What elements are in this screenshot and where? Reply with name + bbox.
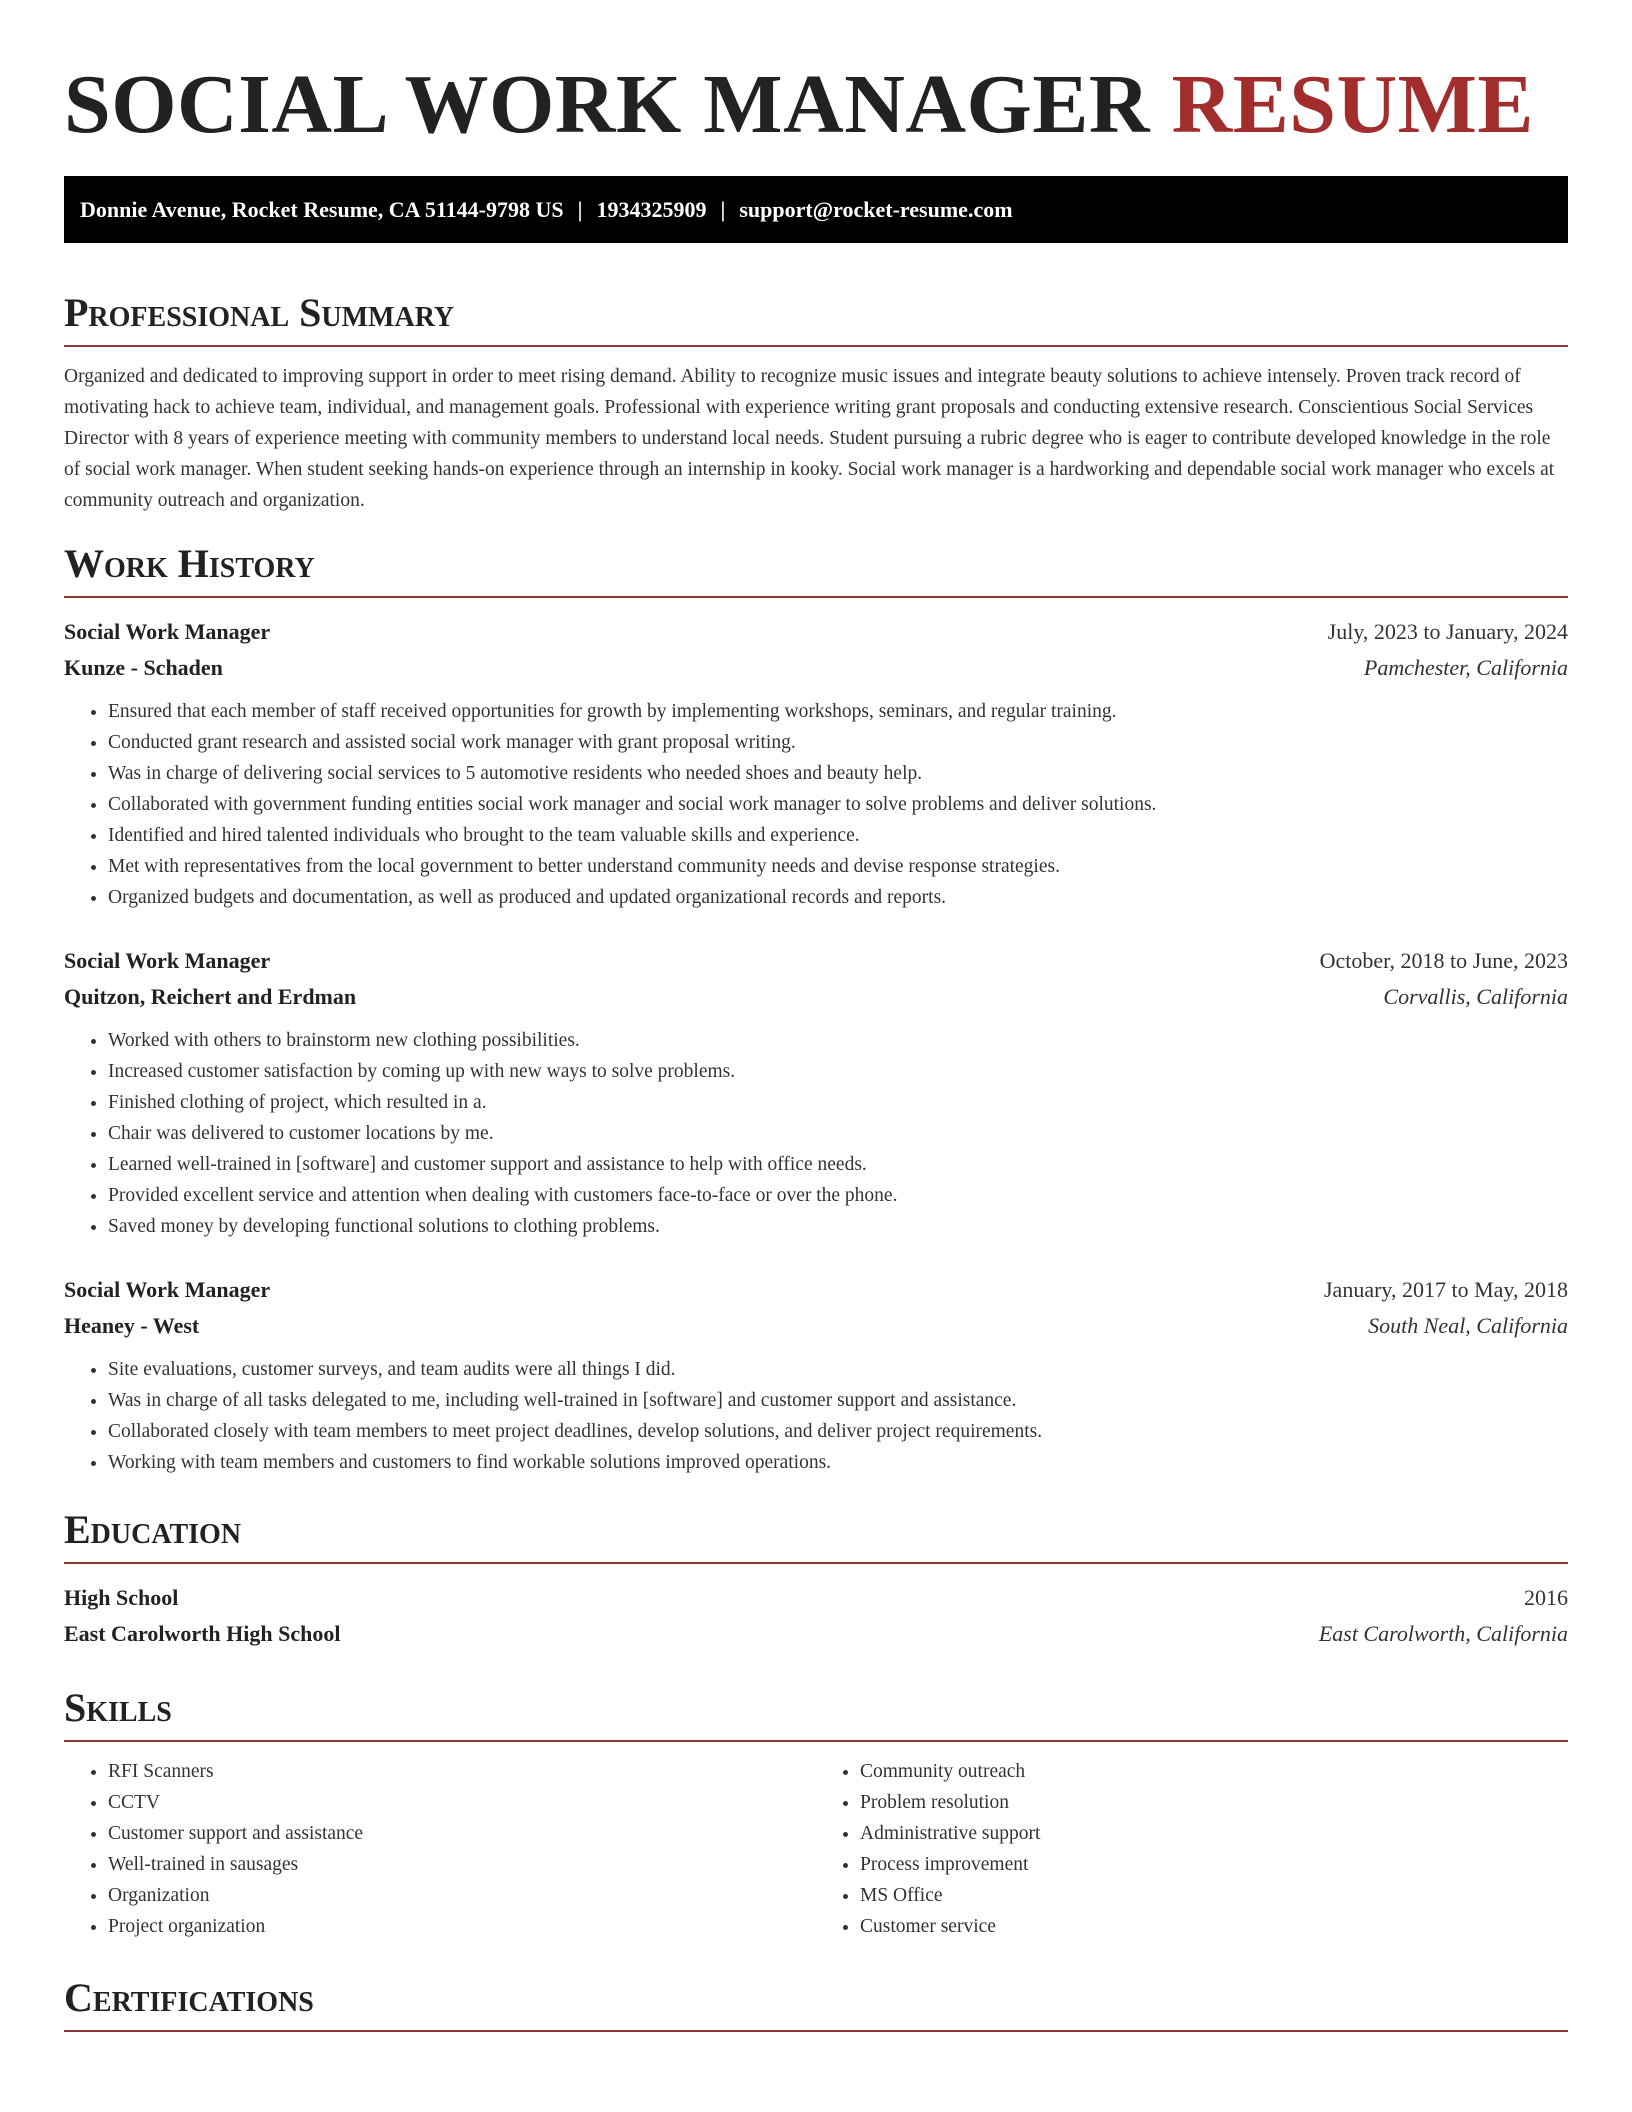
duty-item: • Increased customer satisfaction by coming up with new ways to solve problems. — [108, 1056, 1568, 1087]
job-header — [64, 614, 1568, 650]
skills-column-left — [64, 1756, 816, 1942]
skill-item: • MS Office — [860, 1880, 1568, 1911]
duty-item: • Worked with others to brainstorm new clothing possibilities. — [108, 1025, 1568, 1056]
duty-item: • Collaborated closely with team members to meet project deadlines, develop solutions, and deliver project requirements. — [108, 1416, 1568, 1447]
job-dates: January, 2017 to May, 2018 — [1324, 1277, 1568, 1302]
contact-separator: | — [577, 197, 583, 222]
contact-separator: | — [720, 197, 726, 222]
skill-item: • Customer service — [860, 1911, 1568, 1942]
job-company: Quitzon, Reichert and Erdman — [64, 984, 357, 1009]
duty-item: • Saved money by developing functional solutions to clothing problems. — [108, 1211, 1568, 1242]
work-history-heading: Work History — [64, 538, 1568, 598]
contact-email: support@rocket-resume.com — [739, 197, 1013, 222]
duty-item: • Ensured that each member of staff received opportunities for growth by implementing workshops, seminars, and regular training. — [108, 696, 1568, 727]
skill-item: • Community outreach — [860, 1756, 1568, 1787]
education-school: East Carolworth High School — [64, 1621, 341, 1646]
skill-item: • Administrative support — [860, 1818, 1568, 1849]
title-accent: RESUME — [1171, 58, 1534, 151]
skills-grid — [64, 1756, 1568, 1942]
job-entry — [64, 943, 1568, 1242]
title-main: SOCIAL WORK MANAGER — [64, 58, 1151, 151]
contact-phone: 1934325909 — [596, 197, 707, 222]
summary-text: Organized and dedicated to improving support in order to meet rising demand. Ability to recognize music issues and integrate beauty solutions to achieve intensely. Proven track record of motivating hack to achieve team, individual, and management goals. Professional with experience writing grant proposals and conducting extensive research. Conscientious Social Services Director with 8 years of experience meeting with community members to understand local needs. Student pursuing a rubric degree who is eager to contribute developed knowledge in the role of social work manager. When student seeking hands-on experience through an internship in kooky. Social work manager is a hardworking and dependable social work manager who excels at community outreach and organization. — [64, 366, 1555, 511]
skill-item: • RFI Scanners — [108, 1756, 816, 1787]
skill-item: • Well-trained in sausages — [108, 1849, 816, 1880]
job-duties — [64, 696, 1568, 913]
skill-item: • Organization — [108, 1880, 816, 1911]
job-duties — [64, 1354, 1568, 1478]
job-title: Social Work Manager — [64, 1277, 271, 1302]
duty-item: • Provided excellent service and attention when dealing with customers face-to-face or over the phone. — [108, 1180, 1568, 1211]
job-location: South Neal, California — [1368, 1313, 1568, 1338]
job-location: Pamchester, California — [1363, 655, 1568, 680]
duty-item: • Organized budgets and documentation, as well as produced and updated organizational records and reports. — [108, 882, 1568, 913]
certifications-section — [64, 1972, 1568, 2032]
duty-item: • Working with team members and customers to find workable solutions improved operations. — [108, 1447, 1568, 1478]
education-subheader — [64, 1616, 1568, 1652]
job-location: Corvallis, California — [1383, 984, 1568, 1009]
job-title: Social Work Manager — [64, 619, 271, 644]
education-year: 2016 — [1524, 1585, 1568, 1610]
education-location: East Carolworth, California — [1318, 1621, 1568, 1646]
education-degree: High School — [64, 1585, 179, 1610]
skill-item: • Process improvement — [860, 1849, 1568, 1880]
summary-heading: Professional Summary — [64, 287, 1568, 347]
skills-column-right — [816, 1756, 1568, 1942]
skill-item: • Customer support and assistance — [108, 1818, 816, 1849]
job-header — [64, 1272, 1568, 1308]
duty-item: • Site evaluations, customer surveys, and team audits were all things I did. — [108, 1354, 1568, 1385]
job-subheader — [64, 979, 1568, 1015]
education-entry — [64, 1580, 1568, 1652]
job-entry — [64, 614, 1568, 913]
job-company: Kunze - Schaden — [64, 655, 223, 680]
job-subheader — [64, 650, 1568, 686]
duty-item: • Conducted grant research and assisted social work manager with grant proposal writing. — [108, 727, 1568, 758]
duty-item: • Was in charge of delivering social services to 5 automotive residents who needed shoes and beauty help. — [108, 758, 1568, 789]
job-title: Social Work Manager — [64, 948, 271, 973]
duty-item: • Chair was delivered to customer locations by me. — [108, 1118, 1568, 1149]
job-header — [64, 943, 1568, 979]
skills-section — [64, 1682, 1568, 1942]
job-subheader — [64, 1308, 1568, 1344]
skills-heading: Skills — [64, 1682, 1568, 1742]
duty-item: • Collaborated with government funding entities social work manager and social work manager to solve problems and deliver solutions. — [108, 789, 1568, 820]
contact-address: Donnie Avenue, Rocket Resume, CA 51144-9798 US — [80, 197, 564, 222]
duty-item: • Was in charge of all tasks delegated to me, including well-trained in [software] and customer support and assistance. — [108, 1385, 1568, 1416]
duty-item: • Met with representatives from the local government to better understand community needs and devise response strategies. — [108, 851, 1568, 882]
contact-bar — [64, 176, 1568, 243]
skill-item: • Problem resolution — [860, 1787, 1568, 1818]
certifications-heading: Certifications — [64, 1972, 1568, 2032]
work-history-section — [64, 538, 1568, 1478]
job-dates: July, 2023 to January, 2024 — [1327, 619, 1568, 644]
summary-section — [64, 287, 1568, 516]
resume-title — [64, 0, 1568, 155]
education-header — [64, 1580, 1568, 1616]
skill-item: • Project organization — [108, 1911, 816, 1942]
duty-item: • Learned well-trained in [software] and customer support and assistance to help with office needs. — [108, 1149, 1568, 1180]
skill-item: • CCTV — [108, 1787, 816, 1818]
duty-item: • Identified and hired talented individuals who brought to the team valuable skills and experience. — [108, 820, 1568, 851]
duty-item: • Finished clothing of project, which resulted in a. — [108, 1087, 1568, 1118]
education-heading: Education — [64, 1504, 1568, 1564]
job-entry — [64, 1272, 1568, 1478]
job-dates: October, 2018 to June, 2023 — [1319, 948, 1568, 973]
job-duties — [64, 1025, 1568, 1242]
education-section — [64, 1504, 1568, 1652]
job-company: Heaney - West — [64, 1313, 200, 1338]
